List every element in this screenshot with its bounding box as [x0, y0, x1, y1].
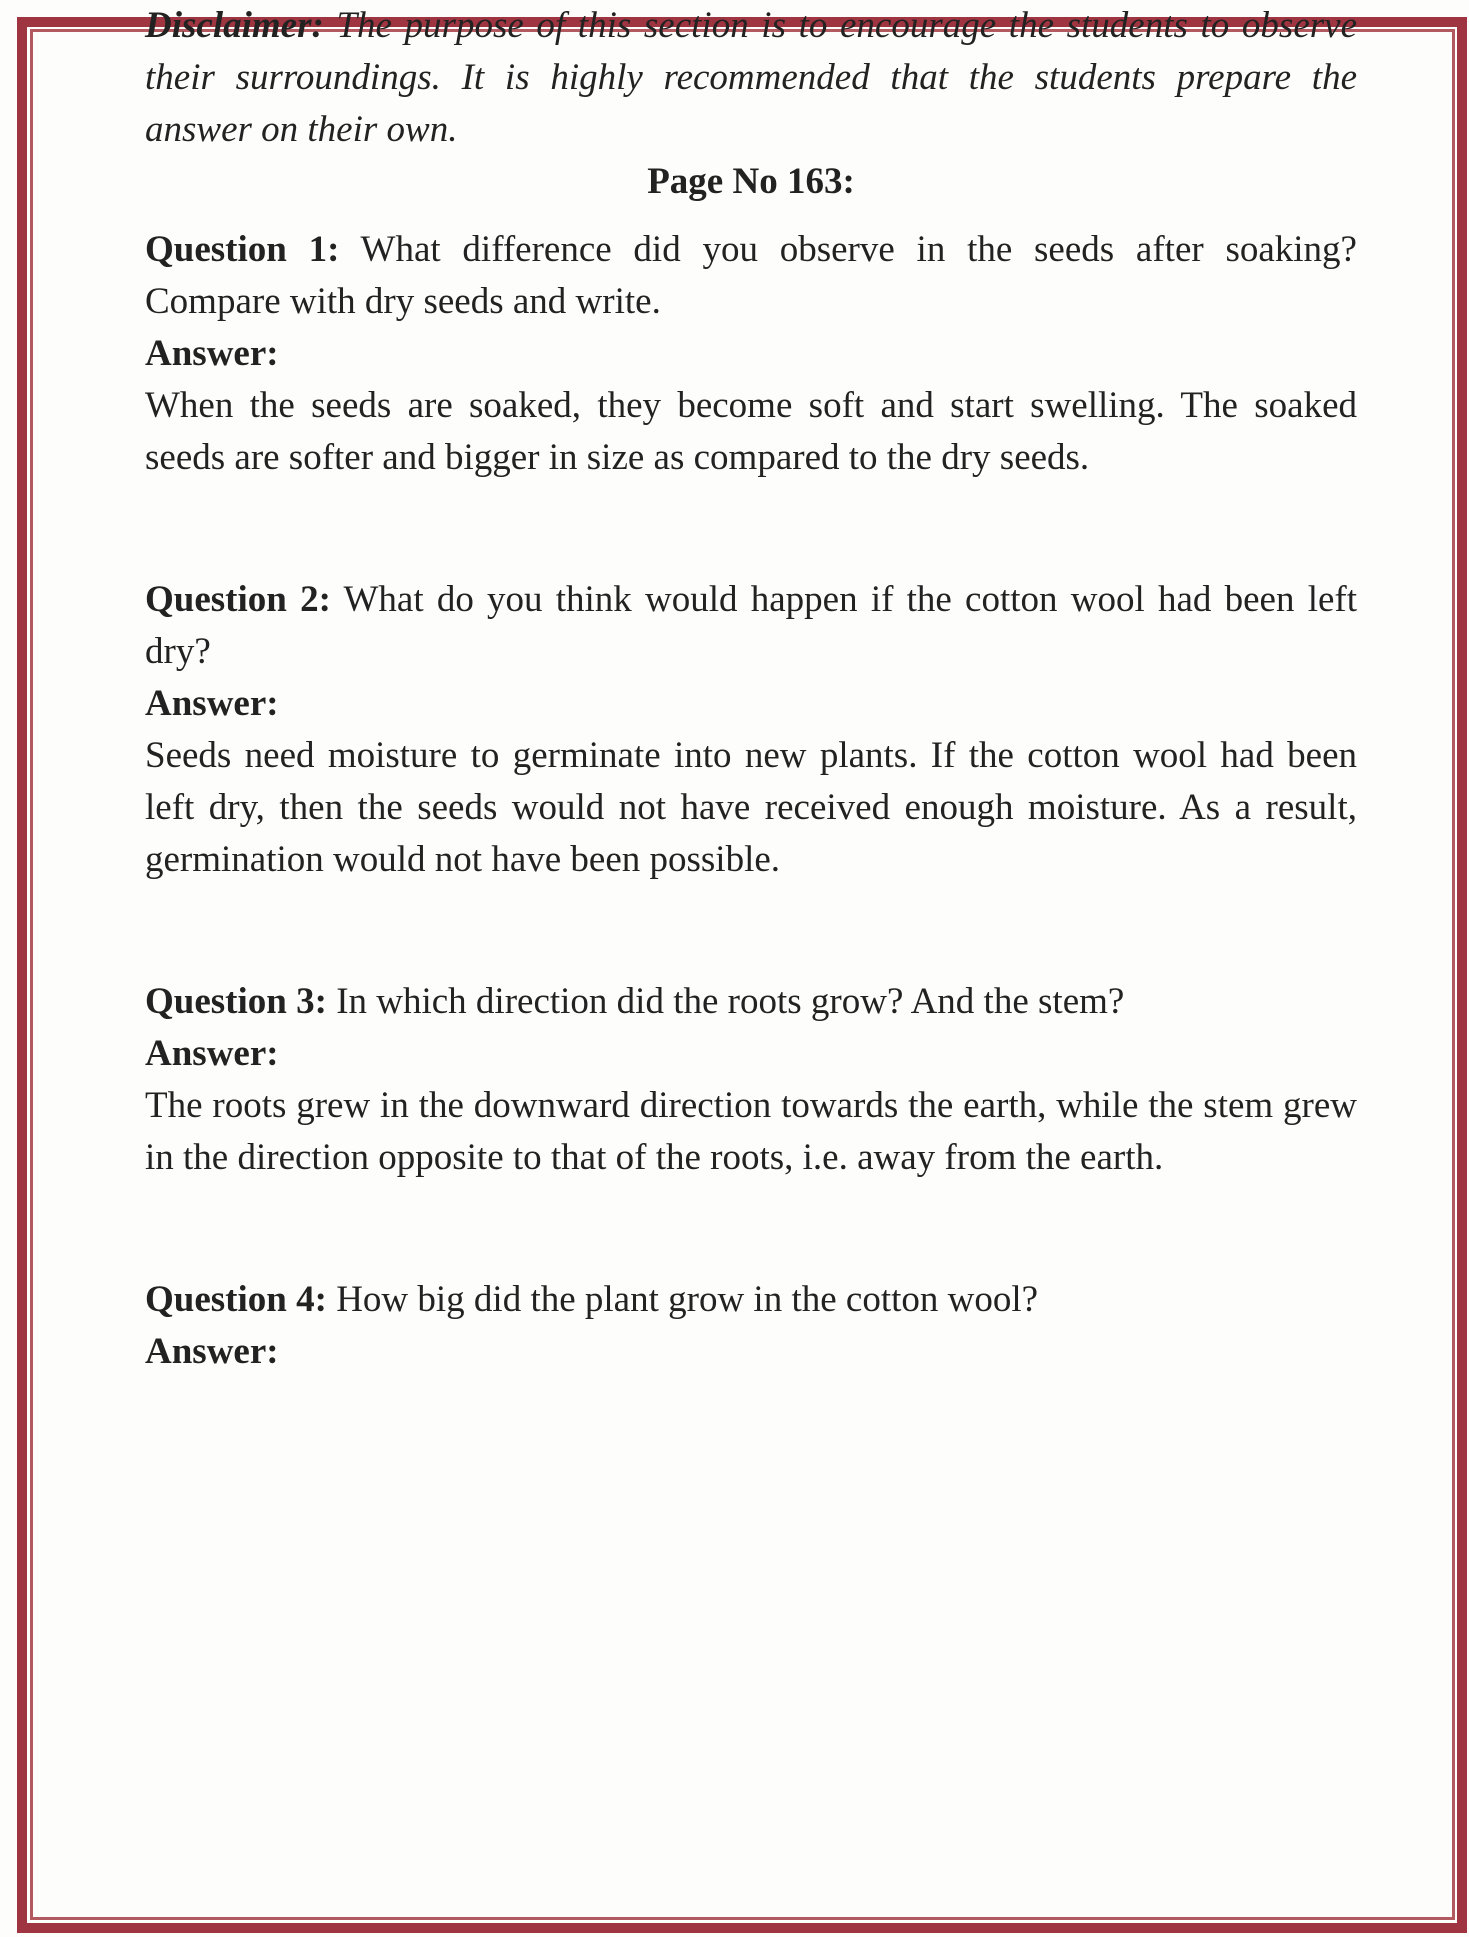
qa-section: [145, 976, 1357, 1184]
page-heading: Page No 163:: [647, 161, 855, 202]
qa-section: [145, 224, 1357, 484]
answer-text: The roots grew in the downward direction towards the earth, while the stem grew in the direction opposite to that of the roots, i.e. away from the earth.: [145, 1085, 1357, 1178]
qa-section: [145, 574, 1357, 886]
answer-label: Answer:: [145, 333, 279, 374]
answer-text: Seeds need moisture to germinate into new plants. If the cotton wool had been left dry, then the seeds would not have received enough moisture. As a result, germination would not have been possible.: [145, 735, 1357, 880]
question-label: Question 1:: [145, 229, 340, 270]
question-label: Question 4:: [145, 1279, 327, 1320]
answer-label: Answer:: [145, 683, 279, 724]
question-text: What difference did you observe in the seeds after soaking? Compare with dry seeds and write.: [145, 229, 1357, 322]
question-paragraph: [145, 224, 1357, 328]
answer-label: Answer:: [145, 1033, 279, 1074]
question-label: Question 3:: [145, 981, 327, 1022]
disclaimer-text: The purpose of this section is to encourage the students to observe their surroundings. It is highly recommended that the students prepare the answer on their own.: [145, 5, 1357, 150]
disclaimer-label: Disclaimer:: [145, 5, 324, 46]
qa-section: [145, 1274, 1357, 1378]
question-text: What do you think would happen if the cotton wool had been left dry?: [145, 579, 1357, 672]
question-label: Question 2:: [145, 579, 331, 620]
answer-text: When the seeds are soaked, they become soft and start swelling. The soaked seeds are softer and bigger in size as compared to the dry seeds.: [145, 385, 1357, 478]
question-paragraph: [145, 1274, 1357, 1326]
answer-label: Answer:: [145, 1331, 279, 1372]
question-paragraph: [145, 574, 1357, 678]
disclaimer-paragraph: [145, 0, 1357, 156]
content-area: [145, 0, 1357, 1378]
question-text: How big did the plant grow in the cotton wool?: [336, 1279, 1039, 1320]
question-paragraph: [145, 976, 1357, 1028]
question-text: In which direction did the roots grow? And the stem?: [336, 981, 1125, 1022]
qa-list: [145, 224, 1357, 1378]
